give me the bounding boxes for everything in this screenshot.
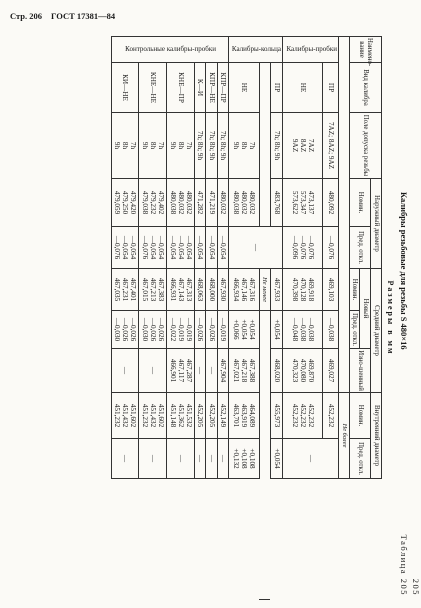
- group-control: Контрольные калибры-пробки: [111, 37, 228, 63]
- cell-line: 467,313: [185, 277, 194, 302]
- cell-line: 463,919: [239, 403, 248, 428]
- cell-mid-lim: [195, 311, 206, 349]
- col-middle-lim: Пред. откл.: [349, 311, 360, 349]
- cell-line: —0,026: [149, 317, 158, 342]
- table-row: [195, 37, 206, 600]
- cell-line: 468,000: [207, 277, 216, 302]
- cell-mid-lim: [139, 311, 167, 349]
- table-row: [217, 37, 228, 600]
- cell-line: 479,059: [112, 190, 121, 215]
- cell-inner-lim: —: [195, 439, 206, 479]
- cell-line: —0,096: [290, 235, 299, 260]
- cell-field: [283, 113, 323, 179]
- cell-inner-nom: [283, 393, 323, 439]
- cell-field: [167, 113, 195, 179]
- cell-mid-lim: [206, 311, 217, 349]
- cell-line: —0,026: [157, 317, 166, 342]
- cell-type: КИ—НЕ: [111, 63, 139, 113]
- cell-inner-nom: [167, 393, 195, 439]
- cell-line: 451,232: [112, 403, 121, 428]
- cell-outer-nom: [323, 179, 339, 227]
- cell-line: +0,054: [272, 448, 281, 469]
- cell-mid-nom: [217, 269, 228, 311]
- cell-line: 467,218: [239, 358, 248, 383]
- cell-inner-nom: [270, 393, 282, 439]
- cell-line: 470,080: [298, 358, 307, 383]
- cell-line: +0,054: [239, 319, 248, 340]
- cell-line: 469,027: [326, 358, 335, 383]
- cell-line: —0,054: [121, 235, 130, 260]
- cell-line: 7h; 8h; 9h: [196, 130, 205, 161]
- table-row: [323, 37, 339, 600]
- cell-line: —0,076: [298, 235, 307, 260]
- cell-outer-lim: [195, 227, 206, 269]
- cell-line: 480,092: [326, 190, 335, 215]
- cell-line: 8h: [149, 141, 158, 150]
- cell-line: 480,032: [219, 190, 228, 215]
- table-row: [283, 37, 323, 600]
- cell-field: [323, 113, 339, 179]
- cell-outer-lim: [167, 227, 195, 269]
- note-not-less: Не менее: [259, 269, 270, 311]
- cell-line: 7h: [157, 141, 166, 150]
- cell-line: —0,019: [185, 317, 194, 342]
- cell-line: —0,030: [140, 317, 149, 342]
- cell-line: 467,143: [176, 277, 185, 302]
- col-tolerance-field: Поле допуска резьбы: [349, 113, 381, 179]
- cell-mid-lim: [111, 311, 139, 349]
- cell-worn: —: [195, 349, 206, 393]
- col-inner-nom: Номин.: [349, 393, 371, 439]
- cell-line: —0,054: [168, 235, 177, 260]
- cell-line: —0,076: [112, 235, 121, 260]
- cell-outer-nom: [167, 179, 195, 227]
- cell-line: 452,205: [196, 403, 205, 428]
- cell-outer-nom: [111, 179, 139, 227]
- cell-line: —0,054: [176, 235, 185, 260]
- cell-mid-nom: [270, 269, 282, 311]
- cell-line: 473,137: [307, 190, 316, 215]
- cell-outer-nom: [229, 179, 260, 227]
- cell-worn: —: [139, 349, 167, 393]
- cell-worn: [229, 349, 260, 393]
- col-middle-diameter: Средний диаметр: [371, 269, 382, 393]
- cell-line: 467,035: [112, 277, 121, 302]
- cell-outer-lim: [206, 227, 217, 269]
- cell-inner-lim: —: [111, 439, 139, 479]
- cell-line: 466,934: [231, 277, 240, 302]
- cell-line: 467,388: [248, 358, 257, 383]
- page-number: 205: [411, 578, 421, 596]
- cell-mid-nom: [323, 269, 339, 311]
- cell-line: 469,918: [307, 277, 316, 302]
- cell-line: —0,054: [207, 235, 216, 260]
- cell-line: 467,287: [185, 358, 194, 383]
- cell-line: 452,205: [207, 403, 216, 428]
- cell-line: 9h: [231, 141, 240, 150]
- cell-line: 470,323: [290, 358, 299, 383]
- cell-worn: [323, 349, 339, 393]
- units-note: Размеры в мм: [386, 280, 395, 356]
- cell-line: 471,219: [207, 190, 216, 215]
- cell-mid-nom: [139, 269, 167, 311]
- cell-line: 451,362: [176, 403, 185, 428]
- cell-line: —0,022: [168, 317, 177, 342]
- cell-mid-lim: [323, 311, 339, 349]
- col-outer-diameter: Наружный диаметр: [371, 179, 382, 269]
- cell-mid-nom: [111, 269, 139, 311]
- cell-line: —0,076: [326, 235, 335, 260]
- cell-line: 7h; 8h; 9h: [219, 130, 228, 161]
- cell-inner-nom: [217, 393, 228, 439]
- cell-line: 8AZ: [298, 138, 307, 153]
- cell-line: —0,048: [290, 317, 299, 342]
- cell-line: 451,602: [157, 403, 166, 428]
- cell-line: +0,132: [231, 448, 240, 469]
- cell-line: 468,020: [272, 358, 281, 383]
- cell-line: 7h; 8h; 9h: [207, 130, 216, 161]
- header-row-1: [371, 37, 382, 600]
- cell-line: 573,347: [298, 190, 307, 215]
- cell-line: +0,054: [248, 319, 257, 340]
- cell-inner-lim: —: [167, 439, 195, 479]
- cell-line: 479,420: [129, 190, 138, 215]
- cell-line: —0,030: [112, 317, 121, 342]
- cell-field: [195, 113, 206, 179]
- cell-worn: [167, 349, 195, 393]
- cell-line: 464,089: [248, 403, 257, 428]
- col-outer-nom: Номин.: [349, 179, 371, 227]
- gauge-table: [111, 36, 382, 600]
- col-name: Наимено-вание: [349, 37, 381, 63]
- cell-line: —0,019: [219, 317, 228, 342]
- cell-type: НЕ: [283, 63, 323, 113]
- col-inner-lim: Пред. откл.: [349, 439, 371, 479]
- table-row: [206, 37, 217, 600]
- cell-inner-nom: [111, 393, 139, 439]
- cell-inner-lim: —: [139, 439, 167, 479]
- cell-outer-nom: [195, 179, 206, 227]
- cell-mid-lim: [283, 311, 323, 349]
- cell-line: 467,146: [239, 277, 248, 302]
- cell-type: КПР—НЕ: [206, 63, 217, 113]
- cell-outer-nom: [283, 179, 323, 227]
- cell-type: ПР: [323, 63, 339, 113]
- cell-mid-nom: [195, 269, 206, 311]
- cell-line: 466,931: [168, 277, 177, 302]
- cell-inner-lim: —: [217, 439, 228, 479]
- cell-line: +0,108: [239, 448, 248, 469]
- cell-worn: —: [111, 349, 139, 393]
- cell-line: —0,026: [129, 317, 138, 342]
- cell-line: 463,701: [231, 403, 240, 428]
- cell-line: 452,232: [326, 403, 335, 428]
- cell-inner-nom: [195, 393, 206, 439]
- cell-worn: [270, 349, 282, 393]
- group-plugs: Калибры-пробки: [283, 37, 339, 63]
- cell-line: —0,054: [219, 235, 228, 260]
- cell-line: 7AZ: [307, 138, 316, 153]
- cell-inner-nom: [323, 393, 339, 439]
- cell-line: 9AZ: [290, 138, 299, 153]
- cell-line: 451,432: [121, 403, 130, 428]
- cell-line: —0,026: [207, 317, 216, 342]
- cell-line: 7AZ; 8AZ; 9AZ: [326, 121, 335, 170]
- cell-worn: —: [206, 349, 217, 393]
- cell-line: 479,250: [121, 190, 130, 215]
- note-not-more: Не более: [339, 393, 349, 479]
- cell-mid-lim: [229, 311, 260, 349]
- note-row-inner: [339, 37, 349, 600]
- table-row: [270, 37, 282, 600]
- cell-mid-lim: [167, 311, 195, 349]
- table-caption: Калибры резьбовые для резьбы S 480×16: [399, 192, 409, 350]
- cell-line: 9h: [112, 141, 121, 150]
- cell-outer-lim: [323, 227, 339, 269]
- cell-type: ПР: [270, 63, 282, 113]
- cell-mid-lim: [217, 311, 228, 349]
- cell-line: 480,032: [239, 190, 248, 215]
- cell-line: 467,231: [121, 277, 130, 302]
- cell-line: 469,103: [326, 277, 335, 302]
- cell-line: 479,038: [140, 190, 149, 215]
- cell-inner-nom: [229, 393, 260, 439]
- table-row: [139, 37, 167, 600]
- cell-line: 9h: [168, 141, 177, 150]
- cell-line: 467,401: [129, 277, 138, 302]
- rotated-page: [15, 36, 421, 600]
- cell-line: 470,398: [290, 277, 299, 302]
- cell-line: 467,933: [272, 277, 281, 302]
- cell-type: КПР—ПР: [217, 63, 228, 113]
- cell-line: 467,021: [231, 358, 240, 383]
- cell-inner-nom: [139, 393, 167, 439]
- table-row: [111, 37, 139, 600]
- cell-outer-nom: [217, 179, 228, 227]
- cell-line: 451,532: [185, 403, 194, 428]
- cell-mid-lim: [270, 311, 282, 349]
- cell-inner-nom: [206, 393, 217, 439]
- cell-mid-nom: [229, 269, 260, 311]
- table-row: [167, 37, 195, 600]
- cell-line: 7h: [248, 141, 257, 150]
- cell-line: 467,930: [219, 277, 228, 302]
- cell-line: 451,148: [168, 403, 177, 428]
- cell-line: 480,032: [248, 190, 257, 215]
- cell-line: 480,038: [168, 190, 177, 215]
- table-label: Таблица 205: [399, 534, 409, 596]
- cell-line: 452,232: [298, 403, 307, 428]
- cell-line: 479,402: [157, 190, 166, 215]
- col-gauge-type: Вид калибра: [349, 63, 381, 113]
- cell-line: +0,054: [272, 319, 281, 340]
- cell-outer-nom: [139, 179, 167, 227]
- cell-line: 451,602: [129, 403, 138, 428]
- col-outer-lim: Пред. откл.: [349, 227, 371, 269]
- cell-line: 480,032: [185, 190, 194, 215]
- cell-field: [270, 113, 282, 179]
- cell-line: +0,066: [231, 319, 240, 340]
- cell-field: [217, 113, 228, 179]
- page-header: [10, 6, 410, 20]
- cell-line: 467,316: [248, 277, 257, 302]
- cell-line: —0,038: [298, 317, 307, 342]
- cell-field: [111, 113, 139, 179]
- cell-line: —0,054: [129, 235, 138, 260]
- cell-outer-nom: [270, 179, 282, 227]
- cell-line: 7h: [185, 141, 194, 150]
- cell-inner-lim: —: [206, 439, 217, 479]
- cell-line: 9h: [140, 141, 149, 150]
- cell-inner-lim: —: [283, 439, 339, 479]
- cell-line: —0,026: [121, 317, 130, 342]
- cell-inner-lim: [229, 439, 260, 479]
- cell-outer-lim: [139, 227, 167, 269]
- cell-line: —0,054: [196, 235, 205, 260]
- cell-line: +0,108: [248, 448, 257, 469]
- cell-line: 8h: [176, 141, 185, 150]
- col-middle-new: Новый: [360, 269, 371, 349]
- page-ref: Стр. 206: [10, 11, 43, 21]
- cell-line: —0,054: [157, 235, 166, 260]
- cell-outer-lim: [111, 227, 139, 269]
- cell-inner-lim: [270, 439, 282, 479]
- col-middle-nom: Номин.: [349, 269, 360, 311]
- cell-worn: [217, 349, 228, 393]
- cell-line: 466,901: [168, 358, 177, 383]
- cell-line: 8h: [121, 141, 130, 150]
- group-rings: Калибры-кольца: [229, 37, 283, 63]
- gost-ref: ГОСТ 17381—84: [51, 11, 116, 21]
- cell-line: 573,622: [290, 190, 299, 215]
- cell-line: —0,054: [149, 235, 158, 260]
- cell-line: 468,063: [196, 277, 205, 302]
- cell-line: 451,232: [140, 403, 149, 428]
- cell-line: 470,128: [298, 277, 307, 302]
- cell-line: 7h: [129, 141, 138, 150]
- cell-line: 480,038: [231, 190, 240, 215]
- cell-mid-nom: [167, 269, 195, 311]
- note-row-outer: [259, 37, 270, 600]
- cell-field: [229, 113, 260, 179]
- cell-line: 467,117: [176, 358, 185, 383]
- cell-type: КНЕ—НЕ: [139, 63, 167, 113]
- cell-line: 467,904: [219, 358, 228, 383]
- cell-line: —0,076: [140, 235, 149, 260]
- cell-line: 452,232: [307, 403, 316, 428]
- cell-type: НЕ: [229, 63, 260, 113]
- cell-line: —0,076: [307, 235, 316, 260]
- cell-worn: [283, 349, 323, 393]
- cell-outer-lim: —: [229, 227, 283, 269]
- col-inner-diameter: Внутренний диаметр: [371, 393, 382, 479]
- cell-line: 479,232: [149, 190, 158, 215]
- cell-type: КНЕ—ПР: [167, 63, 195, 113]
- col-middle-worn: Изно-шенный: [349, 349, 371, 393]
- cell-line: 8h: [239, 141, 248, 150]
- table-row: [229, 37, 260, 600]
- cell-outer-lim: [217, 227, 228, 269]
- cell-line: —0,038: [326, 317, 335, 342]
- cell-line: 469,870: [307, 358, 316, 383]
- cell-field: [139, 113, 167, 179]
- cell-mid-nom: [206, 269, 217, 311]
- cell-mid-nom: [283, 269, 323, 311]
- cell-line: —0,054: [185, 235, 194, 260]
- cell-line: 467,015: [140, 277, 149, 302]
- cell-line: 452,232: [290, 403, 299, 428]
- cell-field: [206, 113, 217, 179]
- cell-line: 483,768: [272, 190, 281, 215]
- cell-line: —0,038: [307, 317, 316, 342]
- cell-line: 455,973: [272, 403, 281, 428]
- cell-line: 471,282: [196, 190, 205, 215]
- cell-outer-nom: [206, 179, 217, 227]
- cell-line: 467,383: [157, 277, 166, 302]
- cell-line: 451,432: [149, 403, 158, 428]
- cell-line: 7h; 8h; 9h: [272, 130, 281, 161]
- cell-line: —0,019: [176, 317, 185, 342]
- cell-outer-lim: [283, 227, 323, 269]
- cell-type: К—И: [195, 63, 206, 113]
- cell-line: 467,213: [149, 277, 158, 302]
- cell-line: 452,149: [219, 403, 228, 428]
- cell-line: 480,032: [176, 190, 185, 215]
- cell-line: —0,026: [196, 317, 205, 342]
